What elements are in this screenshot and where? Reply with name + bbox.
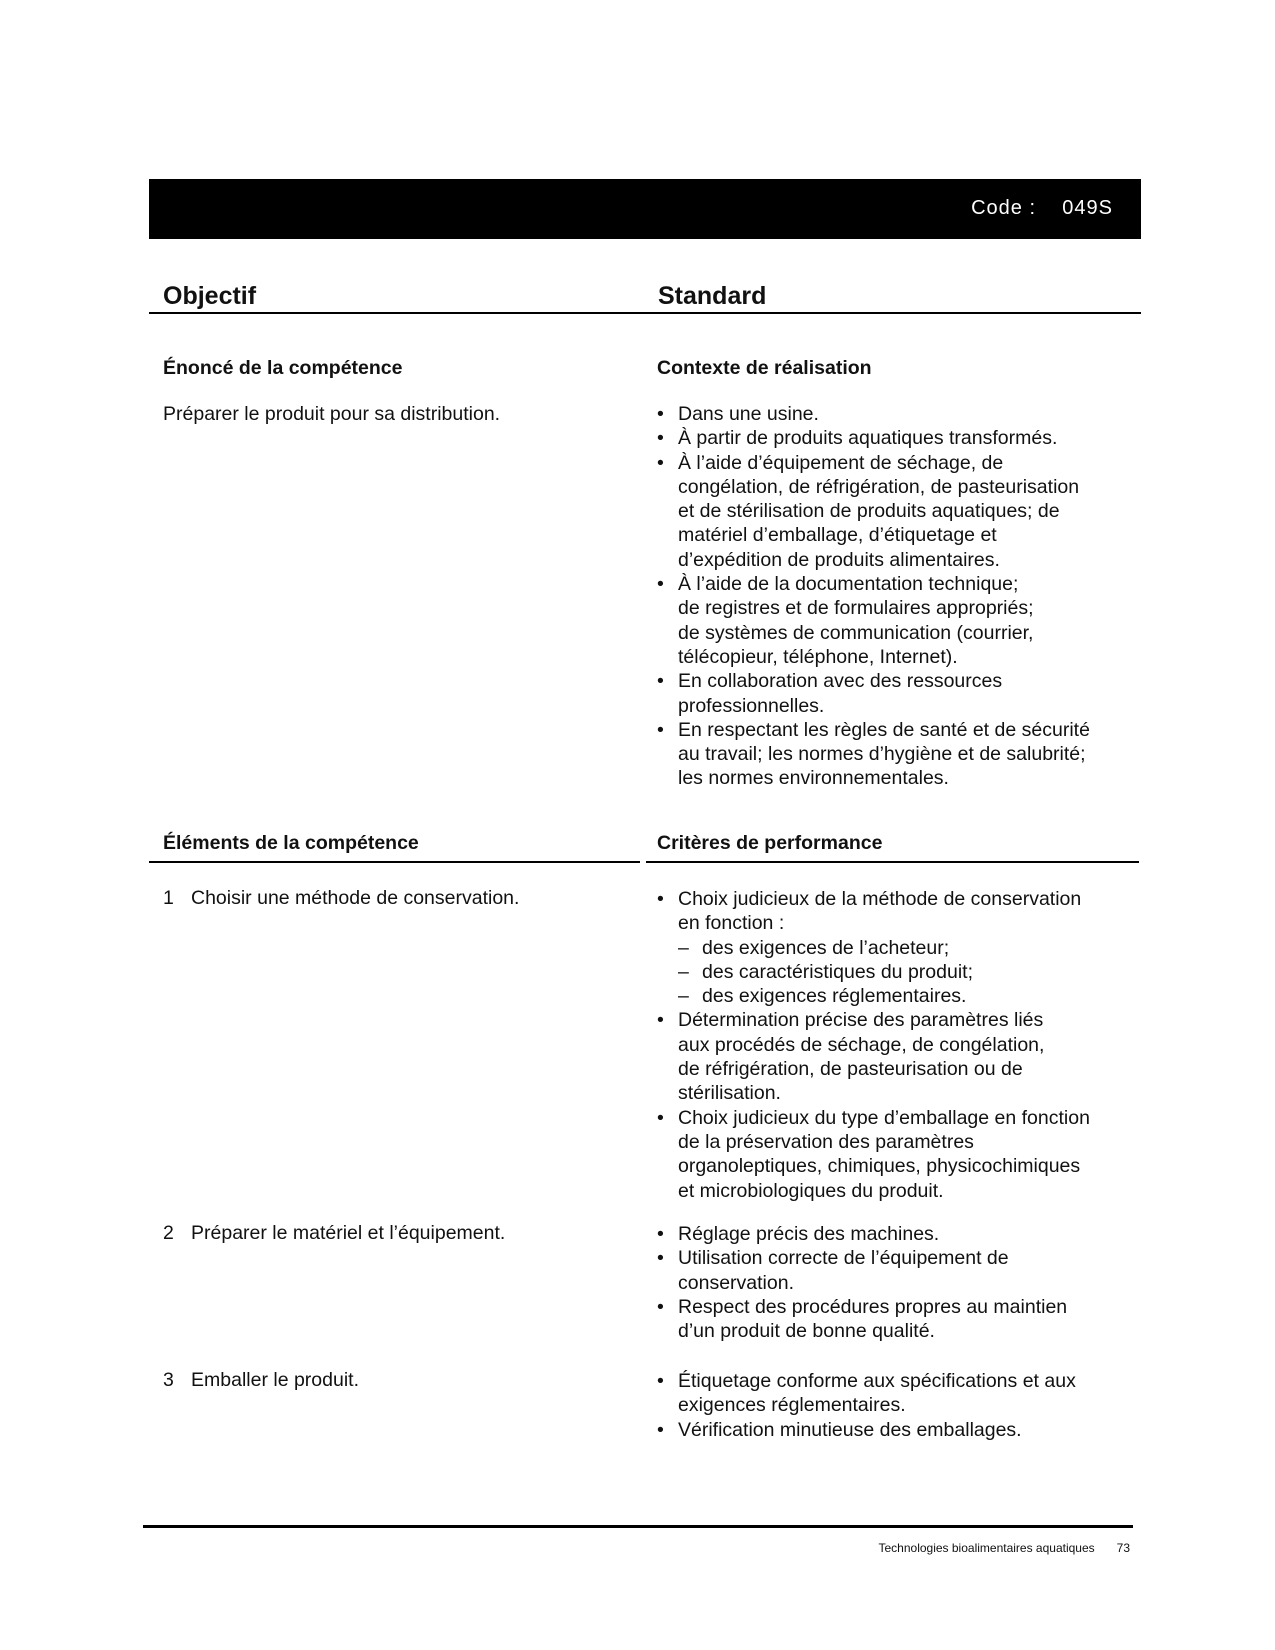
critere-subitem: [678, 960, 1126, 984]
elements-heading: Éléments de la compétence: [163, 832, 419, 854]
standard-title: Standard: [658, 282, 767, 310]
contexte-line: au travail; les normes d’hygiène et de salubrité;: [678, 743, 1086, 766]
critere-line: • Détermination précise des paramètres liés: [678, 1009, 1044, 1032]
element-text: Choisir une méthode de conservation.: [191, 887, 520, 909]
critere-subitem-text: des caractéristiques du produit;: [702, 960, 973, 983]
element-item: [163, 1221, 505, 1245]
contexte-line: • À l’aide de la documentation technique;: [678, 573, 1019, 596]
contexte-line: • En collaboration avec des ressources: [678, 670, 1003, 693]
contexte-line: • En respectant les règles de santé et de sécurité: [678, 718, 1090, 741]
contexte-line: matériel d’emballage, d’étiquetage et: [678, 524, 997, 547]
contexte-item: [656, 426, 1126, 450]
criteres-heading: Critères de performance: [657, 832, 883, 854]
critere-line: • Choix judicieux du type d’emballage en fonction: [678, 1106, 1090, 1129]
critere-line: exigences réglementaires.: [678, 1394, 906, 1417]
critere-line: • Utilisation correcte de l’équipement de: [678, 1247, 1009, 1270]
contexte-line: et de stérilisation de produits aquatiques; de: [678, 500, 1060, 523]
critere-item: [656, 1246, 1126, 1295]
code-label-group: [971, 197, 1113, 220]
contexte-item: [656, 572, 1126, 669]
contexte-line: de registres et de formulaires appropriés;: [678, 597, 1034, 620]
contexte-item: [656, 402, 1126, 426]
enonce-text: Préparer le produit pour sa distribution.: [163, 403, 501, 425]
critere-line: de réfrigération, de pasteurisation ou de: [678, 1058, 1023, 1081]
criteres-group-2: [656, 1222, 1126, 1343]
contexte-line: • À l’aide d’équipement de séchage, de: [678, 451, 1004, 474]
critere-line: • Réglage précis des machines.: [678, 1223, 940, 1245]
critere-item: [656, 1295, 1126, 1344]
code-banner: [149, 179, 1141, 239]
contexte-line: d’expédition de produits alimentaires.: [678, 548, 1000, 571]
footer: [879, 1541, 1131, 1555]
footer-title: Technologies bioalimentaires aquatiques: [878, 1541, 1095, 1555]
critere-line: en fonction :: [678, 912, 785, 935]
critere-item: [656, 887, 1126, 1008]
contexte-line: de systèmes de communication (courrier,: [678, 621, 1034, 644]
criteres-rule: [646, 861, 1139, 863]
critere-item: [656, 1222, 1126, 1246]
code-value: 049S: [1062, 197, 1113, 219]
contexte-item: [656, 718, 1126, 791]
critere-line: d’un produit de bonne qualité.: [678, 1320, 935, 1343]
contexte-line: professionnelles.: [678, 694, 825, 717]
element-item: [163, 1368, 359, 1392]
critere-line: • Respect des procédures propres au maintien: [678, 1295, 1068, 1318]
objectif-title: Objectif: [163, 282, 257, 310]
critere-item: [656, 1418, 1126, 1442]
critere-line: organoleptiques, chimiques, physicochimiques: [678, 1155, 1081, 1178]
element-text: Préparer le matériel et l’équipement.: [191, 1222, 506, 1244]
title-rule: [149, 312, 1141, 314]
critere-line: stérilisation.: [678, 1082, 781, 1105]
critere-line: • Étiquetage conforme aux spécifications et aux: [678, 1370, 1076, 1392]
element-number: 1: [163, 887, 174, 909]
contexte-list: [656, 402, 1126, 791]
dash-marker: –: [678, 960, 689, 983]
contexte-line: congélation, de réfrigération, de pasteurisation: [678, 475, 1080, 498]
dash-marker: –: [678, 936, 689, 959]
contexte-line: • Dans une usine.: [678, 403, 819, 425]
element-number: 2: [163, 1222, 174, 1244]
code-label: Code :: [971, 197, 1037, 219]
criteres-group-1: [656, 887, 1126, 1203]
critere-line: • Choix judicieux de la méthode de conservation: [678, 888, 1082, 910]
element-text: Emballer le produit.: [191, 1369, 359, 1391]
critere-line: de la préservation des paramètres: [678, 1130, 974, 1153]
critere-line: et microbiologiques du produit.: [678, 1179, 944, 1202]
critere-item: [656, 1106, 1126, 1203]
contexte-line: télécopieur, téléphone, Internet).: [678, 645, 958, 668]
enonce-heading: Énoncé de la compétence: [163, 357, 403, 379]
critere-subitem: [678, 984, 1126, 1008]
critere-line: • Vérification minutieuse des emballages.: [678, 1418, 1022, 1441]
critere-item: [656, 1008, 1126, 1105]
page-number: 73: [1116, 1541, 1130, 1555]
critere-line: conservation.: [678, 1271, 794, 1294]
contexte-heading: Contexte de réalisation: [657, 357, 872, 379]
dash-marker: –: [678, 985, 689, 1008]
footer-rule: [143, 1525, 1133, 1528]
criteres-group-3: [656, 1369, 1126, 1442]
contexte-item: [656, 451, 1126, 572]
elements-rule: [149, 861, 640, 863]
element-number: 3: [163, 1369, 174, 1391]
critere-item: [656, 1369, 1126, 1418]
critere-line: aux procédés de séchage, de congélation,: [678, 1033, 1045, 1056]
contexte-line: les normes environnementales.: [678, 767, 949, 790]
critere-subitem-text: des exigences de l’acheteur;: [702, 936, 950, 959]
element-item: [163, 886, 519, 910]
critere-subitem-text: des exigences réglementaires.: [702, 985, 967, 1008]
contexte-line: • À partir de produits aquatiques transformés.: [678, 427, 1058, 450]
contexte-item: [656, 669, 1126, 718]
critere-subitem: [678, 936, 1126, 960]
